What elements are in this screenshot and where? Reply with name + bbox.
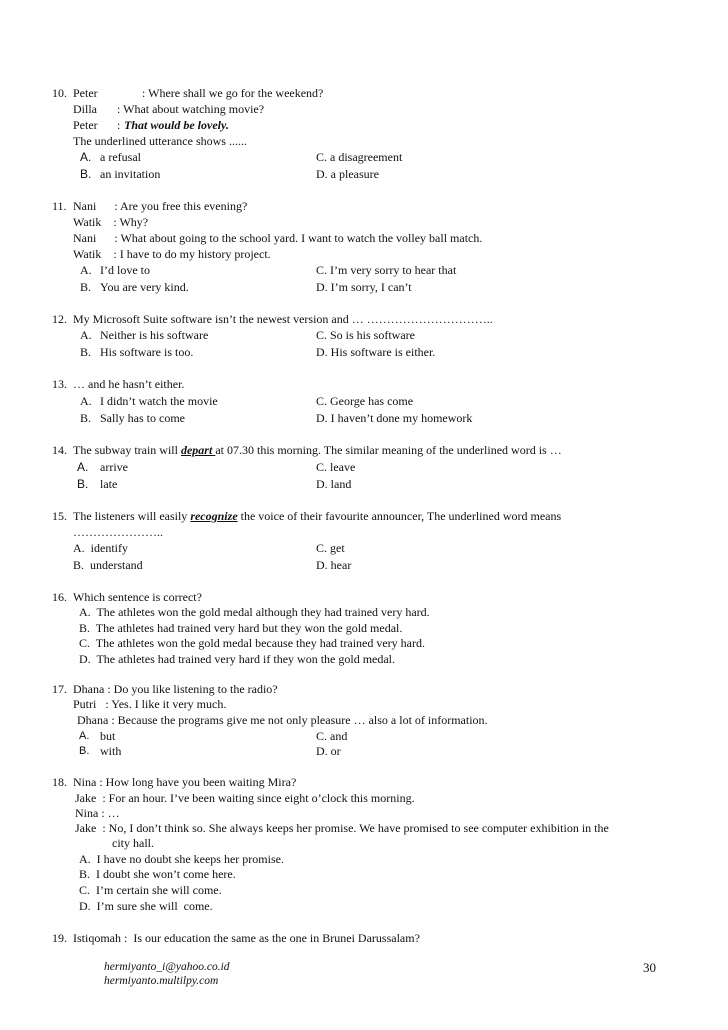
underlined-word: depart <box>180 443 216 457</box>
option-b-letter: B. <box>80 411 92 425</box>
dialogue-line: Nina : How long have you been waiting Mira? <box>73 775 297 789</box>
option-c: C. I’m certain she will come. <box>79 883 222 897</box>
dialogue-line: Watik : Why? <box>73 215 149 229</box>
option-b: Sally has to come <box>100 411 185 425</box>
option-a: I didn’t watch the movie <box>100 394 218 408</box>
underlined-word: recognize <box>190 509 238 523</box>
option-c: C. get <box>316 541 345 555</box>
option-c: C. I’m very sorry to hear that <box>316 263 457 277</box>
dialogue-line: : Where shall we go for the weekend? <box>142 86 324 100</box>
option-c: C. a disagreement <box>316 150 403 164</box>
dialogue-line: Nani : Are you free this evening? <box>73 199 248 213</box>
question-number: 14. <box>52 443 67 457</box>
dialogue-speaker: Peter <box>73 86 98 100</box>
option-a: A. The athletes won the gold medal although they had trained very hard. <box>79 605 430 619</box>
question-prompt: The underlined utterance shows ...... <box>73 134 247 148</box>
option-b: B. The athletes had trained very hard but they won the gold medal. <box>79 621 403 635</box>
option-a: but <box>100 729 116 743</box>
option-a: Neither is his software <box>100 328 209 342</box>
option-a: a refusal <box>100 150 141 164</box>
option-b-letter: B. <box>80 345 92 359</box>
option-b: B. understand <box>73 558 143 572</box>
option-a: A. I have no doubt she keeps her promise. <box>79 852 284 866</box>
option-a-letter: A. <box>80 394 92 408</box>
option-c: C. and <box>316 729 348 743</box>
option-b-letter: B. <box>77 477 89 491</box>
question-number: 18. <box>52 775 67 789</box>
option-b: late <box>100 477 118 491</box>
option-c: C. George has come <box>316 394 414 408</box>
option-b-letter: B. <box>79 745 90 757</box>
question-stem <box>73 509 561 523</box>
dialogue-speaker: Peter <box>73 118 98 132</box>
stem-text: The subway train will <box>73 443 181 457</box>
option-d: D. I haven’t done my homework <box>316 411 473 425</box>
dialogue-line-continued: city hall. <box>112 836 154 850</box>
stem-text: the voice of their favourite announcer, The underlined word means <box>237 509 562 523</box>
option-a: arrive <box>100 460 128 474</box>
option-a-letter: A. <box>80 150 92 164</box>
option-c: C. leave <box>316 460 356 474</box>
option-b-letter: B. <box>80 280 92 294</box>
option-d: D. I’m sorry, I can’t <box>316 280 412 294</box>
option-a: I’d love to <box>100 263 150 277</box>
option-c: C. So is his software <box>316 328 415 342</box>
dialogue-line: Watik : I have to do my history project. <box>73 247 271 261</box>
question-number: 13. <box>52 377 67 391</box>
option-b: B. I doubt she won’t come here. <box>79 867 236 881</box>
dialogue-line: Istiqomah : Is our education the same as the one in Brunei Darussalam? <box>73 931 420 945</box>
dialogue-colon: : <box>117 118 121 132</box>
option-a-letter: A. <box>80 328 92 342</box>
dialogue-line: Dhana : Do you like listening to the radio? <box>73 682 278 696</box>
option-b: an invitation <box>100 167 161 181</box>
footer-website: hermiyanto.multilpy.com <box>104 975 219 987</box>
dialogue-line: Jake : For an hour. I’ve been waiting since eight o’clock this morning. <box>75 791 415 805</box>
question-number: 11. <box>52 199 67 213</box>
option-a-letter: A. <box>77 460 89 474</box>
option-b-letter: B. <box>80 167 92 181</box>
option-b: You are very kind. <box>100 280 189 294</box>
option-d: D. I’m sure she will come. <box>79 899 213 913</box>
question-number: 16. <box>52 590 67 604</box>
question-number: 17. <box>52 682 67 696</box>
dialogue-line: Dhana : Because the programs give me not only pleasure … also a lot of information. <box>77 713 488 727</box>
dialogue-line: : What about watching movie? <box>117 102 265 116</box>
footer-email: hermiyanto_i@yahoo.co.id <box>104 961 230 973</box>
question-number: 10. <box>52 86 67 100</box>
question-stem: … and he hasn’t either. <box>73 377 185 391</box>
question-stem: Which sentence is correct? <box>73 590 202 604</box>
dialogue-line: Putri : Yes. I like it very much. <box>73 697 227 711</box>
question-stem <box>73 443 562 457</box>
option-c: C. The athletes won the gold medal because they had trained very hard. <box>79 636 425 650</box>
question-stem: My Microsoft Suite software isn’t the newest version and … ………………………….. <box>73 312 493 326</box>
dialogue-line: Jake : No, I don’t think so. She always keeps her promise. We have promised to see computer exhibition in the <box>75 821 609 835</box>
question-number: 12. <box>52 312 67 326</box>
option-a-letter: A. <box>79 730 90 742</box>
option-d: D. land <box>316 477 352 491</box>
option-d: D. or <box>316 744 341 758</box>
stem-text: The listeners will easily <box>73 509 191 523</box>
stem-text: at 07.30 this morning. The similar meaning of the underlined word is … <box>215 443 562 457</box>
option-d: D. hear <box>316 558 352 572</box>
option-b: His software is too. <box>100 345 194 359</box>
question-number: 19. <box>52 931 67 945</box>
page-number: 30 <box>643 960 656 975</box>
underlined-utterance: That would be lovely. <box>124 118 229 132</box>
option-a: A. identify <box>73 541 128 555</box>
question-stem-continued: ………………….. <box>73 525 163 539</box>
option-b: with <box>100 744 122 758</box>
option-d: D. His software is either. <box>316 345 436 359</box>
question-number: 15. <box>52 509 67 523</box>
dialogue-line: Nina : … <box>75 806 120 820</box>
dialogue-speaker: Dilla <box>73 102 97 116</box>
option-d: D. The athletes had trained very hard if they won the gold medal. <box>79 652 396 666</box>
option-a-letter: A. <box>80 263 92 277</box>
option-d: D. a pleasure <box>316 167 379 181</box>
dialogue-line: Nani : What about going to the school yard. I want to watch the volley ball match. <box>73 231 483 245</box>
